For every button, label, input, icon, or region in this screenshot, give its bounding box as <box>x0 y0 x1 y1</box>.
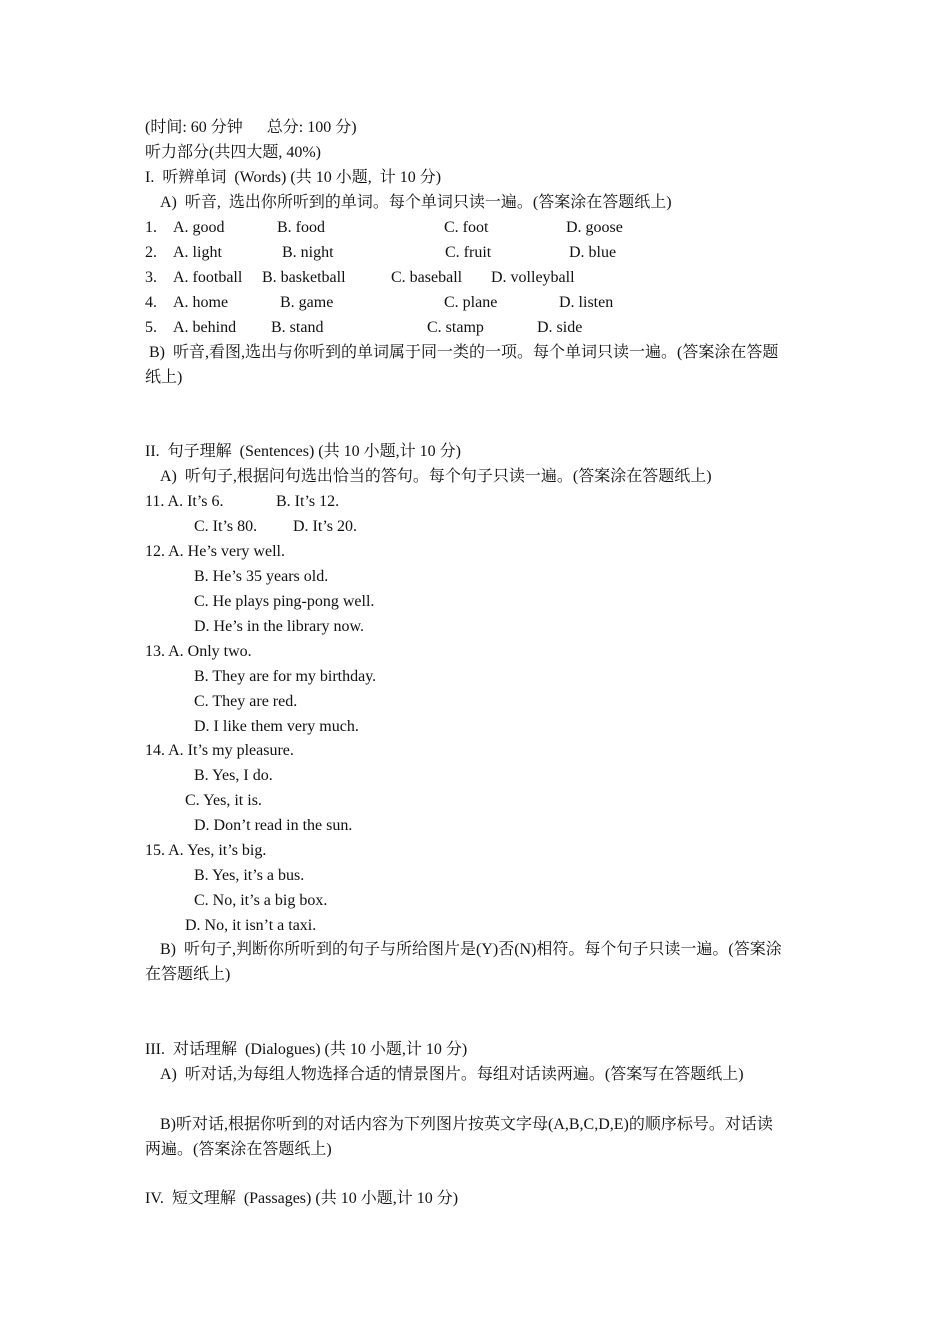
question-row-1 <box>145 218 810 238</box>
q12-option-c: C. He plays ping-pong well. <box>194 593 375 610</box>
option-a: A. behind <box>173 319 237 336</box>
option-d: D. listen <box>559 294 614 311</box>
option-d: D. blue <box>569 244 617 261</box>
q15-option-d: D. No, it isn’t a taxi. <box>185 917 317 934</box>
q11-option-d: D. It’s 20. <box>293 518 357 535</box>
section-2-part-b-instruction-cont: 在答题纸上) <box>145 966 231 983</box>
q11-option-c: C. It’s 80. <box>194 518 258 535</box>
q15-option-b: B. Yes, it’s a bus. <box>194 867 305 884</box>
q11-option-a: 11. A. It’s 6. <box>145 493 224 510</box>
question-number: 5. <box>145 319 157 336</box>
option-d: D. side <box>537 319 583 336</box>
section-3-part-b-instruction-cont: 两遍。(答案涂在答题纸上) <box>145 1141 332 1158</box>
section-2-part-a-instruction: A) 听句子,根据问句选出恰当的答句。每个句子只读一遍。(答案涂在答题纸上) <box>160 468 712 485</box>
option-d: D. goose <box>566 219 623 236</box>
q11-option-b: B. It’s 12. <box>276 493 340 510</box>
question-row-3 <box>145 268 810 288</box>
option-b: B. night <box>282 244 334 261</box>
q13-option-d: D. I like them very much. <box>194 718 359 735</box>
section-2-part-b-instruction: B) 听句子,判断你所听到的句子与所给图片是(Y)否(N)相符。每个句子只读一遍。(答案涂 <box>160 941 782 958</box>
q15-option-a: 15. A. Yes, it’s big. <box>145 842 267 859</box>
option-a: A. home <box>173 294 229 311</box>
q15-option-c: C. No, it’s a big box. <box>194 892 328 909</box>
section-1-part-a-instruction: A) 听音, 选出你所听到的单词。每个单词只读一遍。(答案涂在答题纸上) <box>160 194 672 211</box>
option-c: C. foot <box>444 219 489 236</box>
option-b: B. game <box>280 294 334 311</box>
section-3-title: III. 对话理解 (Dialogues) (共 10 小题,计 10 分) <box>145 1041 468 1058</box>
q12-option-d: D. He’s in the library now. <box>194 618 365 635</box>
q13-option-c: C. They are red. <box>194 693 298 710</box>
option-d: D. volleyball <box>491 269 575 286</box>
q14-option-c: C. Yes, it is. <box>185 792 262 809</box>
option-b: B. basketball <box>262 269 346 286</box>
section-1-title: I. 听辨单词 (Words) (共 10 小题, 计 10 分) <box>145 169 442 186</box>
option-c: C. stamp <box>427 319 484 336</box>
option-c: C. plane <box>444 294 498 311</box>
option-b: B. stand <box>271 319 324 336</box>
option-a: A. good <box>173 219 225 236</box>
question-row-2 <box>145 243 810 263</box>
section-2-title: II. 句子理解 (Sentences) (共 10 小题,计 10 分) <box>145 443 461 460</box>
section-1-part-b-instruction: B) 听音,看图,选出与你听到的单词属于同一类的一项。每个单词只读一遍。(答案涂在答题 <box>145 344 779 361</box>
section-3-part-b-instruction: B)听对话,根据你听到的对话内容为下列图片按英文字母(A,B,C,D,E)的顺序标号。对话读 <box>160 1116 773 1133</box>
option-a: A. football <box>173 269 243 286</box>
option-c: C. baseball <box>391 269 463 286</box>
q13-option-b: B. They are for my birthday. <box>194 668 377 685</box>
option-c: C. fruit <box>445 244 492 261</box>
q14-option-d: D. Don’t read in the sun. <box>194 817 353 834</box>
question-number: 2. <box>145 244 157 261</box>
q14-option-b: B. Yes, I do. <box>194 767 273 784</box>
section-4-title: IV. 短文理解 (Passages) (共 10 小题,计 10 分) <box>145 1190 459 1207</box>
question-number: 3. <box>145 269 157 286</box>
question-number: 4. <box>145 294 157 311</box>
question-row-5 <box>145 318 810 338</box>
option-a: A. light <box>173 244 222 261</box>
q12-option-b: B. He’s 35 years old. <box>194 568 329 585</box>
q14-option-a: 14. A. It’s my pleasure. <box>145 742 294 759</box>
option-b: B. food <box>277 219 325 236</box>
question-number: 1. <box>145 219 157 236</box>
section-1-part-b-instruction-cont: 纸上) <box>145 369 183 386</box>
section-3-part-a-instruction: A) 听对话,为每组人物选择合适的情景图片。每组对话读两遍。(答案写在答题纸上) <box>160 1066 744 1083</box>
q12-option-a: 12. A. He’s very well. <box>145 543 285 560</box>
question-row-4 <box>145 293 810 313</box>
listening-part-heading: 听力部分(共四大题, 40%) <box>145 144 321 161</box>
time-score-line: (时间: 60 分钟 总分: 100 分) <box>145 119 357 136</box>
q13-option-a: 13. A. Only two. <box>145 643 252 660</box>
